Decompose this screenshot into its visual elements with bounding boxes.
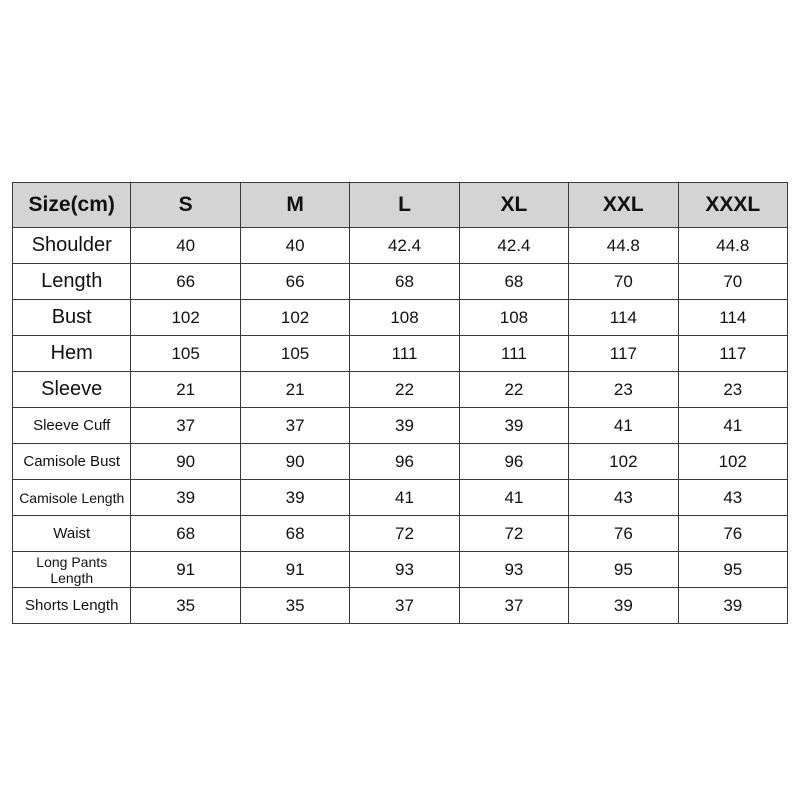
cell-bust-m: 102: [240, 300, 349, 336]
row-label-length: Length: [13, 264, 131, 300]
row-label-long-pants-length: Long Pants Length: [13, 552, 131, 588]
cell-shoulder-m: 40: [240, 228, 349, 264]
cell-sleeve-cuff-xl: 39: [459, 408, 568, 444]
cell-hem-m: 105: [240, 336, 349, 372]
cell-shorts-length-xxl: 39: [569, 588, 678, 624]
size-chart-table: [12, 182, 788, 624]
cell-camisole-length-xxxl: 43: [678, 480, 787, 516]
cell-sleeve-cuff-xxxl: 41: [678, 408, 787, 444]
cell-long-pants-length-xxl: 95: [569, 552, 678, 588]
cell-bust-xxl: 114: [569, 300, 678, 336]
cell-shoulder-xxl: 44.8: [569, 228, 678, 264]
row-label-camisole-length: Camisole Length: [13, 480, 131, 516]
table-body: [13, 228, 788, 624]
cell-shorts-length-xl: 37: [459, 588, 568, 624]
cell-shorts-length-s: 35: [131, 588, 240, 624]
cell-sleeve-s: 21: [131, 372, 240, 408]
cell-sleeve-cuff-l: 39: [350, 408, 459, 444]
cell-long-pants-length-xxxl: 95: [678, 552, 787, 588]
cell-shoulder-xl: 42.4: [459, 228, 568, 264]
table-row: [13, 372, 788, 408]
cell-camisole-bust-xl: 96: [459, 444, 568, 480]
cell-hem-s: 105: [131, 336, 240, 372]
cell-hem-l: 111: [350, 336, 459, 372]
cell-waist-xl: 72: [459, 516, 568, 552]
column-header-xxxl: XXXL: [678, 183, 787, 228]
table-row: [13, 516, 788, 552]
cell-long-pants-length-xl: 93: [459, 552, 568, 588]
cell-shorts-length-m: 35: [240, 588, 349, 624]
row-label-waist: Waist: [13, 516, 131, 552]
row-label-sleeve: Sleeve: [13, 372, 131, 408]
cell-sleeve-l: 22: [350, 372, 459, 408]
cell-camisole-bust-xxl: 102: [569, 444, 678, 480]
cell-length-xxl: 70: [569, 264, 678, 300]
cell-hem-xxl: 117: [569, 336, 678, 372]
cell-length-xl: 68: [459, 264, 568, 300]
row-label-bust: Bust: [13, 300, 131, 336]
table-row: [13, 588, 788, 624]
cell-waist-m: 68: [240, 516, 349, 552]
table-row: [13, 552, 788, 588]
cell-shoulder-l: 42.4: [350, 228, 459, 264]
table-header: [13, 183, 788, 228]
cell-camisole-bust-l: 96: [350, 444, 459, 480]
column-header-s: S: [131, 183, 240, 228]
table-row: [13, 480, 788, 516]
cell-long-pants-length-m: 91: [240, 552, 349, 588]
column-header-xl: XL: [459, 183, 568, 228]
cell-sleeve-m: 21: [240, 372, 349, 408]
table-row: [13, 444, 788, 480]
cell-length-m: 66: [240, 264, 349, 300]
cell-hem-xxxl: 117: [678, 336, 787, 372]
cell-camisole-bust-xxxl: 102: [678, 444, 787, 480]
cell-waist-s: 68: [131, 516, 240, 552]
column-header-m: M: [240, 183, 349, 228]
column-header-xxl: XXL: [569, 183, 678, 228]
cell-length-xxxl: 70: [678, 264, 787, 300]
cell-shorts-length-xxxl: 39: [678, 588, 787, 624]
row-label-camisole-bust: Camisole Bust: [13, 444, 131, 480]
table-row: [13, 264, 788, 300]
size-chart-container: [12, 182, 788, 624]
cell-length-s: 66: [131, 264, 240, 300]
cell-waist-xxxl: 76: [678, 516, 787, 552]
cell-camisole-length-m: 39: [240, 480, 349, 516]
cell-sleeve-xxl: 23: [569, 372, 678, 408]
cell-camisole-length-s: 39: [131, 480, 240, 516]
cell-hem-xl: 111: [459, 336, 568, 372]
row-label-hem: Hem: [13, 336, 131, 372]
cell-sleeve-xl: 22: [459, 372, 568, 408]
cell-waist-l: 72: [350, 516, 459, 552]
cell-camisole-bust-m: 90: [240, 444, 349, 480]
cell-length-l: 68: [350, 264, 459, 300]
table-row: [13, 300, 788, 336]
cell-waist-xxl: 76: [569, 516, 678, 552]
cell-sleeve-cuff-s: 37: [131, 408, 240, 444]
row-label-shorts-length: Shorts Length: [13, 588, 131, 624]
cell-camisole-length-l: 41: [350, 480, 459, 516]
cell-shorts-length-l: 37: [350, 588, 459, 624]
table-row: [13, 408, 788, 444]
cell-shoulder-s: 40: [131, 228, 240, 264]
cell-bust-s: 102: [131, 300, 240, 336]
cell-camisole-bust-s: 90: [131, 444, 240, 480]
row-label-sleeve-cuff: Sleeve Cuff: [13, 408, 131, 444]
cell-sleeve-xxxl: 23: [678, 372, 787, 408]
cell-sleeve-cuff-m: 37: [240, 408, 349, 444]
cell-bust-xxxl: 114: [678, 300, 787, 336]
table-row: [13, 228, 788, 264]
cell-bust-xl: 108: [459, 300, 568, 336]
corner-header-size-cm: Size(cm): [13, 183, 131, 228]
table-row: [13, 336, 788, 372]
column-header-l: L: [350, 183, 459, 228]
cell-shoulder-xxxl: 44.8: [678, 228, 787, 264]
row-label-shoulder: Shoulder: [13, 228, 131, 264]
header-row: [13, 183, 788, 228]
cell-long-pants-length-s: 91: [131, 552, 240, 588]
cell-bust-l: 108: [350, 300, 459, 336]
cell-camisole-length-xl: 41: [459, 480, 568, 516]
cell-camisole-length-xxl: 43: [569, 480, 678, 516]
cell-long-pants-length-l: 93: [350, 552, 459, 588]
cell-sleeve-cuff-xxl: 41: [569, 408, 678, 444]
